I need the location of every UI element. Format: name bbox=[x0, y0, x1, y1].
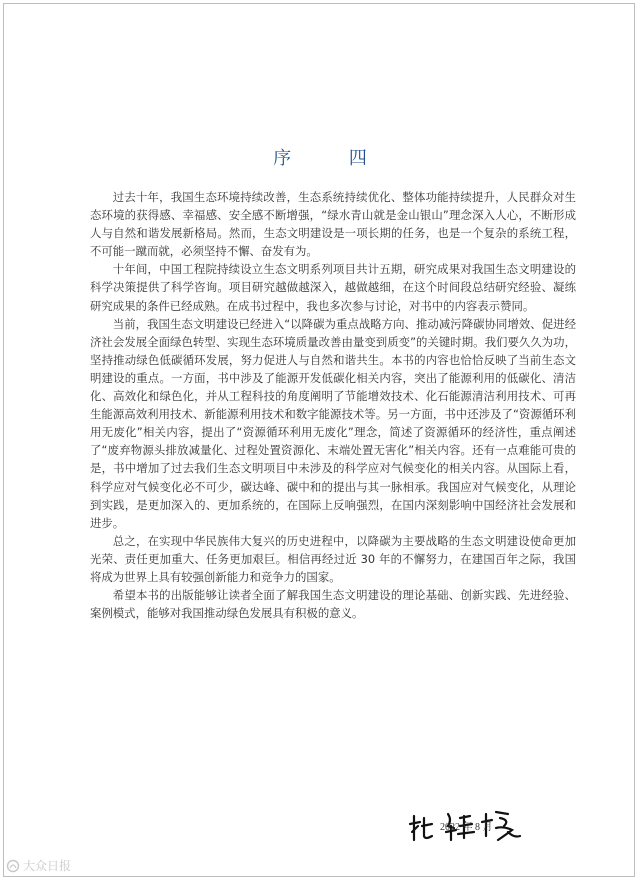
paragraph-4: 总之，在实现中华民族伟大复兴的历史进程中，以降碳为主要战略的生态文明建设使命更加光荣、责任更加重大、任务更加艰巨。相信再经过近 30 年的不懈努力，在建国百年之际，我国将成为世界上具有较强创新能力和竞争力的国家。 bbox=[90, 533, 576, 584]
paragraph-5: 希望本书的出版能够让读者全面了解我国生态文明建设的理论基础、创新实践、先进经验、案例模式，能够对我国推动绿色发展具有积极的意义。 bbox=[90, 588, 576, 621]
preface-body bbox=[90, 188, 576, 622]
paragraph-3: 当前，我国生态文明建设已经进入“以降碳为重点战略方向、推动减污降碳协同增效、促进经济社会发展全面绿色转型、实现生态环境质量改善由量变到质变”的关键时期。我们要久久为功，坚持推动绿色低碳循环发展，努力促进人与自然和谐共生。本书的内容也恰恰反映了当前生态文明建设的重点。一方面，书中涉及了能源开发低碳化相关内容，突出了能源利用的低碳化、清洁化、高效化和绿色化，并从工程科技的角度阐明了节能增效技术、化石能源清洁利用技术、可再生能源高效利用技术、新能源利用技术和数字能源技术等。另一方面，书中还涉及了“资源循环利用无废化”相关内容，提出了“资源循环利用无废化”理念，简述了资源循环的经济性，重点阐述了“废弃物源头排放减量化、过程处置资源化、末端处置无害化”相关内容。还有一点难能可贵的是，书中增加了过去我们生态文明项目中未涉及的科学应对气候变化的相关内容。从国际上看，科学应对气候变化必不可少，碳达峰、碳中和的提出与其一脉相承。我国应对气候变化，从理论到实践，是更加深入的、更加系统的，在国际上反响强烈，在国内深刻影响中国经济社会发展和进步。 bbox=[90, 316, 576, 530]
paragraph-2: 十年间，中国工程院持续设立生态文明系列项目共计五期，研究成果对我国生态文明建设的科学决策提供了科学咨询。项目研究越做越深入，越做越细，在这个时间段总结研究经验、凝练研究成果的条件已经成熟。在成书过程中，我也多次参与讨论，对书中的内容表示赞同。 bbox=[90, 262, 576, 313]
page-title: 序 四 bbox=[273, 148, 393, 169]
watermark-logo-icon bbox=[6, 859, 20, 873]
paragraph-1: 过去十年，我国生态环境持续改善，生态系统持续优化、整体功能持续提升，人民群众对生态环境的获得感、幸福感、安全感不断增强，“绿水青山就是金山银山”理念深入人心，不断形成人与自然和谐发展新格局。然而，生态文明建设是一项长期的任务，也是一个复杂的系统工程，不可能一蹴而就，必须坚持不懈、奋发有为。 bbox=[90, 190, 576, 259]
watermark-text: 大众日报 bbox=[23, 859, 72, 873]
date: 2022 年 8 月 bbox=[440, 822, 493, 833]
watermark bbox=[6, 857, 71, 874]
